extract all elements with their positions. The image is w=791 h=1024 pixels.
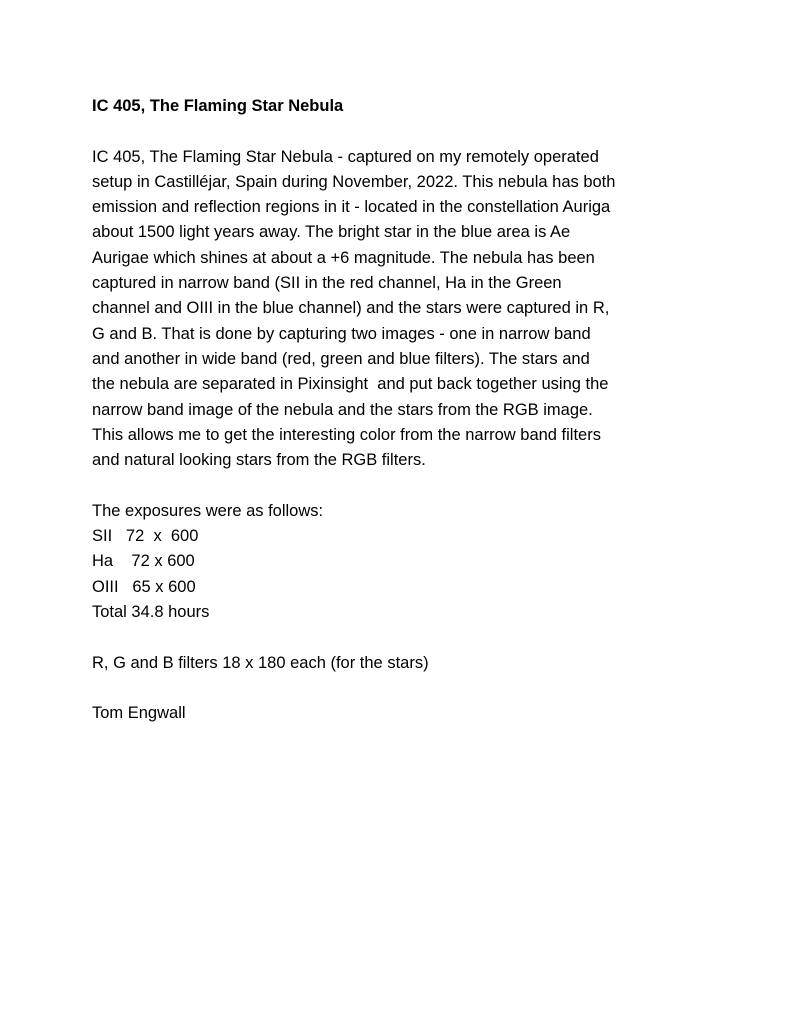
blank-line	[92, 473, 711, 498]
blank-line	[92, 676, 711, 701]
document-title: IC 405, The Flaming Star Nebula	[92, 97, 344, 115]
paragraph-line: emission and reflection regions in it - located in the constellation Auriga	[92, 198, 611, 217]
paragraph-line: about 1500 light years away. The bright star in the blue area is Ae	[92, 223, 571, 242]
exposures-intro: The exposures were as follows:	[92, 501, 324, 520]
paragraph-line: G and B. That is done by capturing two images - one in narrow band	[92, 324, 591, 343]
paragraph-line: IC 405, The Flaming Star Nebula - captured on my remotely operated	[92, 147, 599, 166]
exposure-line-oiii: OIII 65 x 600	[92, 577, 196, 596]
paragraph-line: and another in wide band (red, green and blue filters). The stars and	[92, 349, 590, 368]
paragraph-line: Aurigae which shines at about a +6 magnitude. The nebula has been	[92, 248, 595, 267]
paragraph-line: and natural looking stars from the RGB filters.	[92, 451, 426, 470]
signature: Tom Engwall	[92, 704, 186, 723]
paragraph-line: This allows me to get the interesting color from the narrow band filters	[92, 425, 601, 444]
rgb-filters-note: R, G and B filters 18 x 180 each (for the stars)	[92, 653, 429, 672]
paragraph-line: narrow band image of the nebula and the stars from the RGB image.	[92, 400, 593, 419]
paragraph-line: channel and OIII in the blue channel) and the stars were captured in R,	[92, 299, 610, 318]
paragraph-line: setup in Castilléjar, Spain during November, 2022. This nebula has both	[92, 172, 616, 191]
exposure-line-total: Total 34.8 hours	[92, 602, 210, 621]
blank-line	[92, 625, 711, 650]
exposure-line-sii: SII 72 x 600	[92, 527, 199, 546]
blank-line	[92, 119, 711, 144]
paragraph-line: captured in narrow band (SII in the red channel, Ha in the Green	[92, 274, 562, 293]
paragraph-line: the nebula are separated in Pixinsight and put back together using the	[92, 375, 609, 394]
exposure-line-ha: Ha 72 x 600	[92, 552, 195, 571]
